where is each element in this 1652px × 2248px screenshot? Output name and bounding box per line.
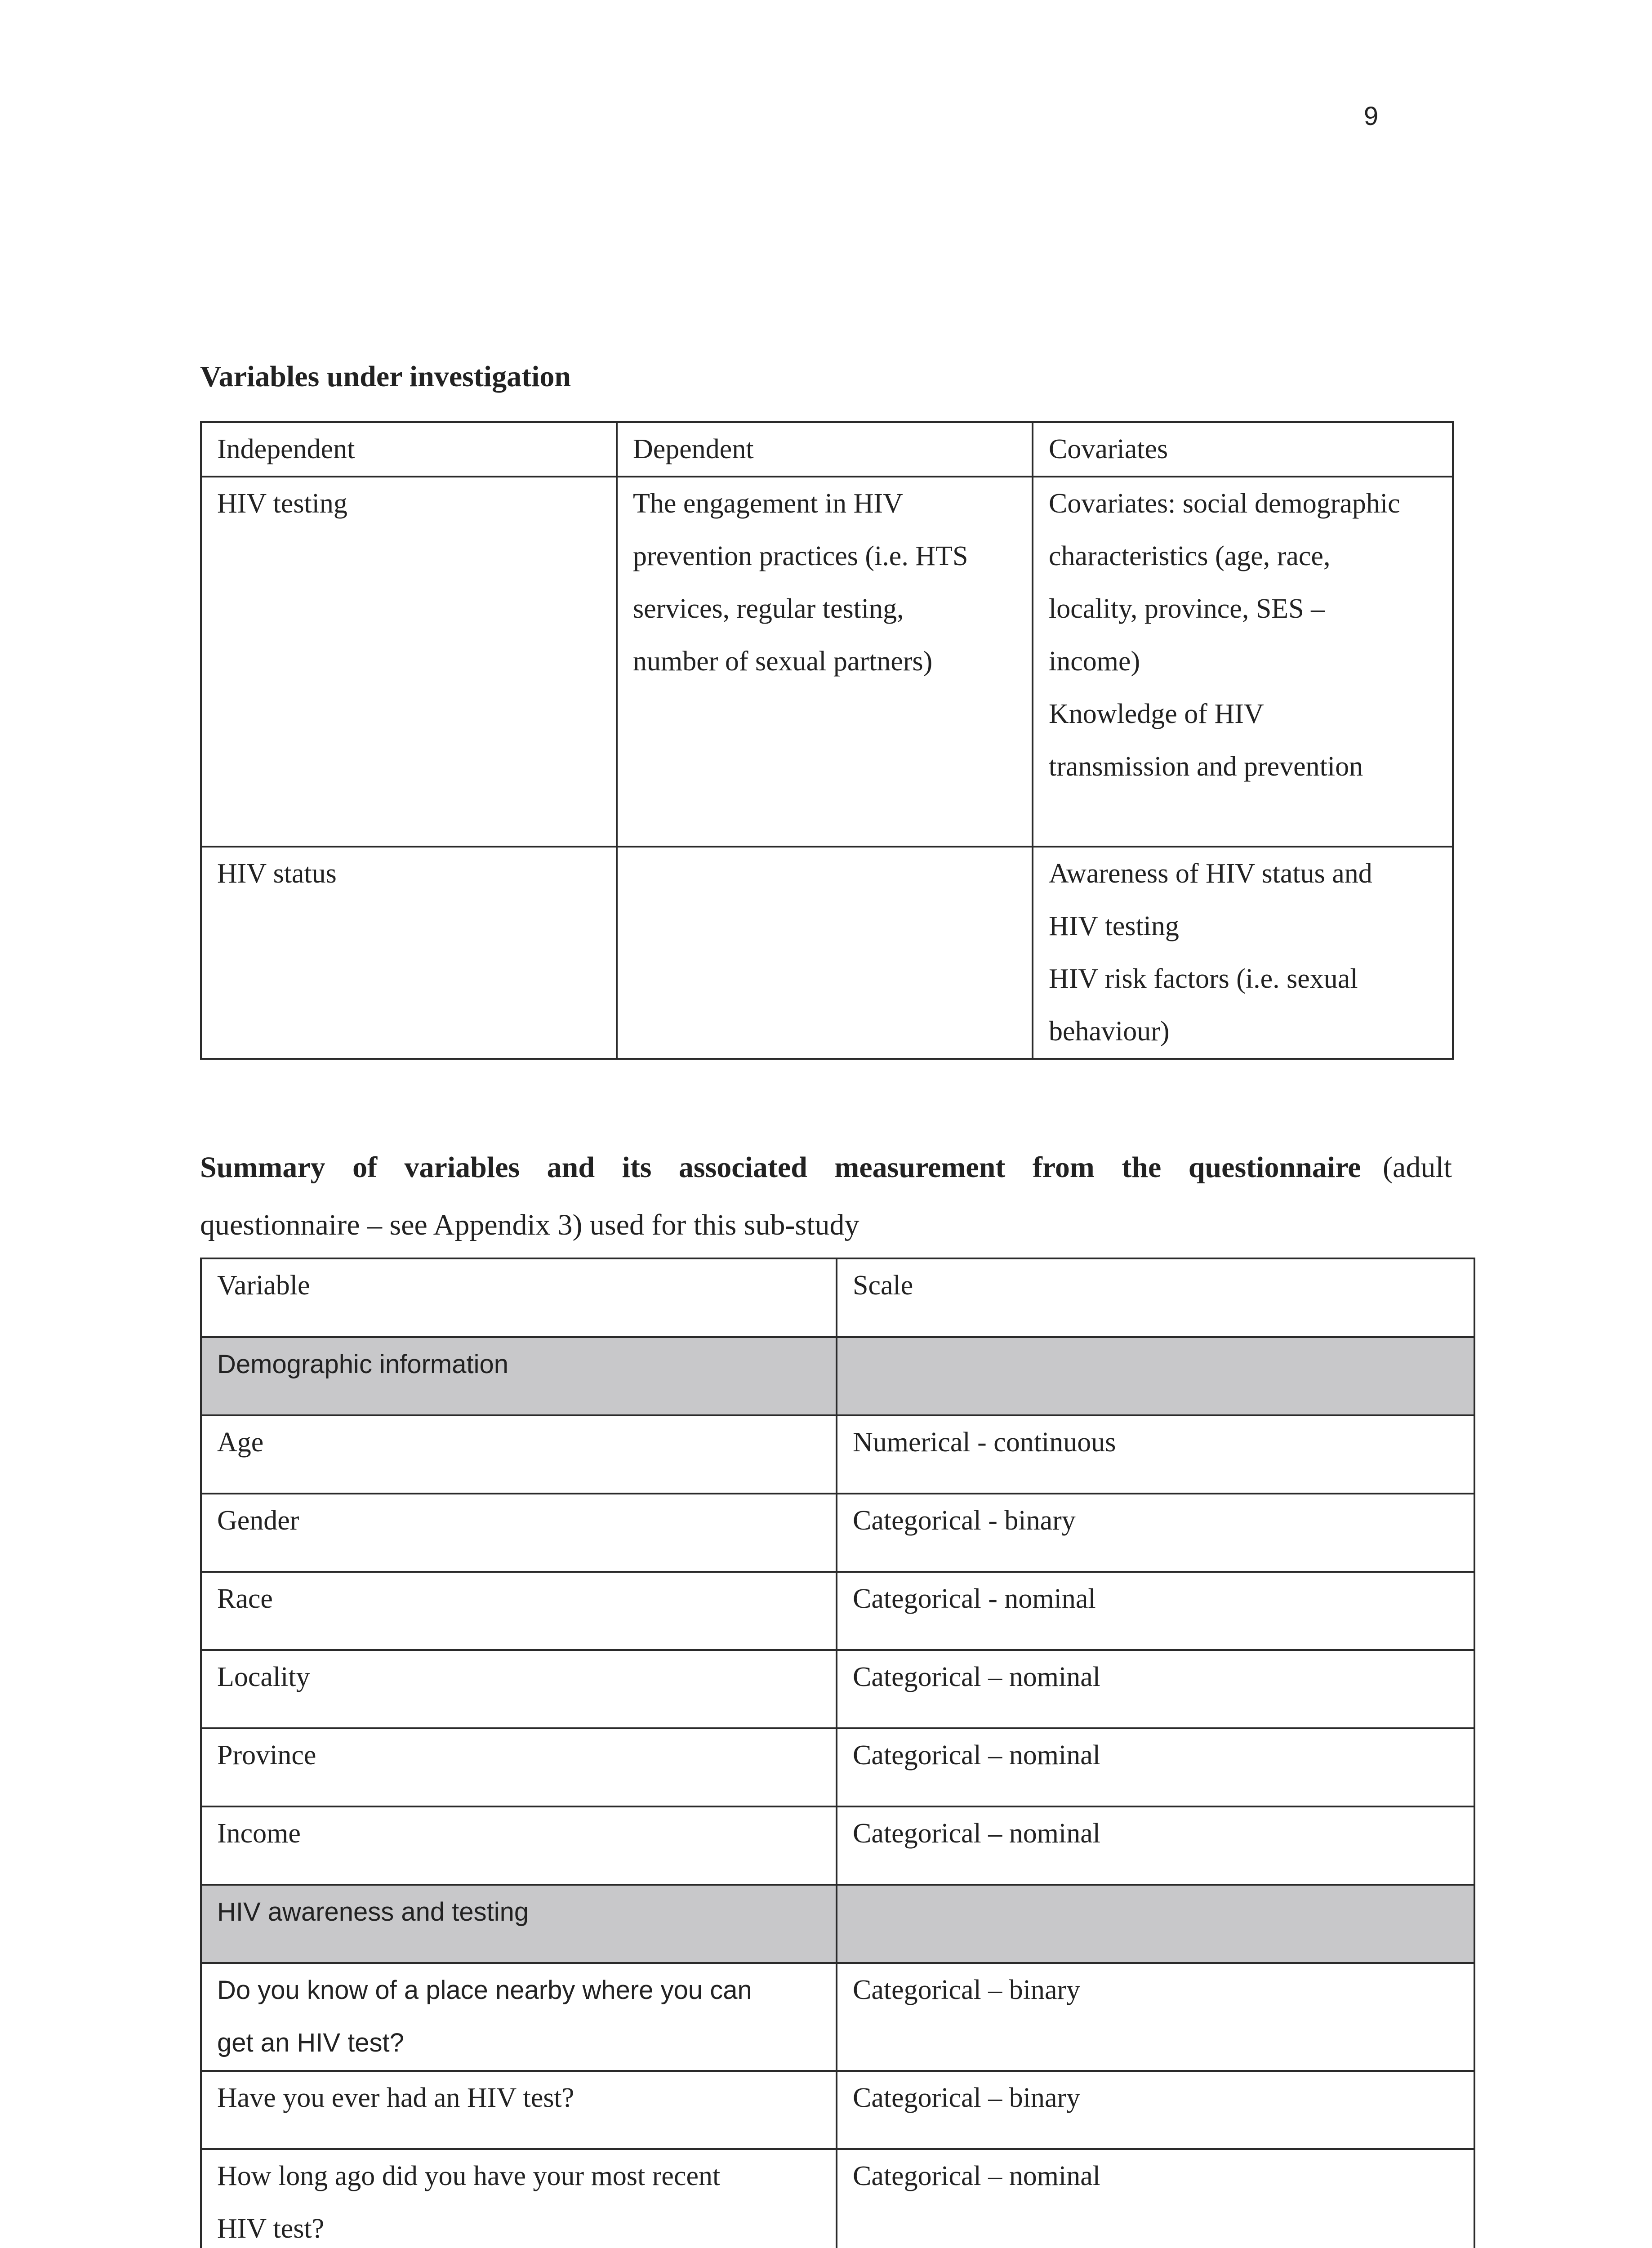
table-cell: Province — [201, 1728, 837, 1806]
table-cell: Demographic information — [201, 1337, 837, 1415]
summary-rest-text: (adult questionnaire – see Appendix 3) used for this sub-study — [200, 1151, 1452, 1241]
measurement-table — [200, 1258, 1475, 2248]
table-cell: Covariates: social demographic characteristics (age, race, locality, province, SES – income) Knowledge of HIV transmission and prevention — [1033, 477, 1453, 847]
table-row — [201, 2149, 1474, 2248]
table-cell — [617, 847, 1033, 1059]
table-row — [201, 477, 1453, 847]
table-row — [201, 847, 1453, 1059]
table-cell: Categorical - nominal — [837, 1572, 1474, 1650]
page-number: 9 — [1363, 102, 1379, 131]
table-cell — [837, 1885, 1474, 1963]
table-cell: Categorical – binary — [837, 1963, 1474, 2071]
section-row-demographic — [201, 1337, 1474, 1415]
table-cell: Income — [201, 1806, 837, 1885]
table-header-row — [201, 1258, 1474, 1337]
table-cell: Awareness of HIV status and HIV testing HIV risk factors (i.e. sexual behaviour) — [1033, 847, 1453, 1059]
table-row — [201, 1650, 1474, 1728]
table-cell: HIV testing — [201, 477, 617, 847]
table-cell: HIV awareness and testing — [201, 1885, 837, 1963]
table-cell: Race — [201, 1572, 837, 1650]
table-row — [201, 1415, 1474, 1494]
section-row-hiv-awareness — [201, 1885, 1474, 1963]
table-row — [201, 1728, 1474, 1806]
section-heading: Variables under investigation — [200, 360, 571, 393]
table-cell: HIV status — [201, 847, 617, 1059]
table-cell: How long ago did you have your most recent HIV test? — [201, 2149, 837, 2248]
table-cell: Categorical – nominal — [837, 2149, 1474, 2248]
header-scale: Scale — [837, 1258, 1474, 1337]
summary-bold-text: Summary of variables and its associated measurement from the questionnaire — [200, 1151, 1361, 1184]
table-cell: Categorical – nominal — [837, 1806, 1474, 1885]
table-cell: Categorical - binary — [837, 1494, 1474, 1572]
summary-paragraph — [200, 1139, 1452, 1254]
header-dependent: Dependent — [617, 422, 1033, 477]
table-cell: Locality — [201, 1650, 837, 1728]
table-cell: Gender — [201, 1494, 837, 1572]
table-header-row — [201, 422, 1453, 477]
table-cell: Do you know of a place nearby where you can get an HIV test? — [201, 1963, 837, 2071]
table-row — [201, 1806, 1474, 1885]
variables-table — [200, 421, 1454, 1060]
table-cell — [837, 1337, 1474, 1415]
header-variable: Variable — [201, 1258, 837, 1337]
table-cell: Have you ever had an HIV test? — [201, 2071, 837, 2149]
table-cell: Categorical – binary — [837, 2071, 1474, 2149]
table-row — [201, 1963, 1474, 2071]
table-row — [201, 1572, 1474, 1650]
table-cell: Categorical – nominal — [837, 1650, 1474, 1728]
table-cell: The engagement in HIV prevention practices (i.e. HTS services, regular testing, number of sexual partners) — [617, 477, 1033, 847]
table-cell: Age — [201, 1415, 837, 1494]
table-cell: Categorical – nominal — [837, 1728, 1474, 1806]
table-row — [201, 2071, 1474, 2149]
table-cell: Numerical - continuous — [837, 1415, 1474, 1494]
header-independent: Independent — [201, 422, 617, 477]
header-covariates: Covariates — [1033, 422, 1453, 477]
table-row — [201, 1494, 1474, 1572]
